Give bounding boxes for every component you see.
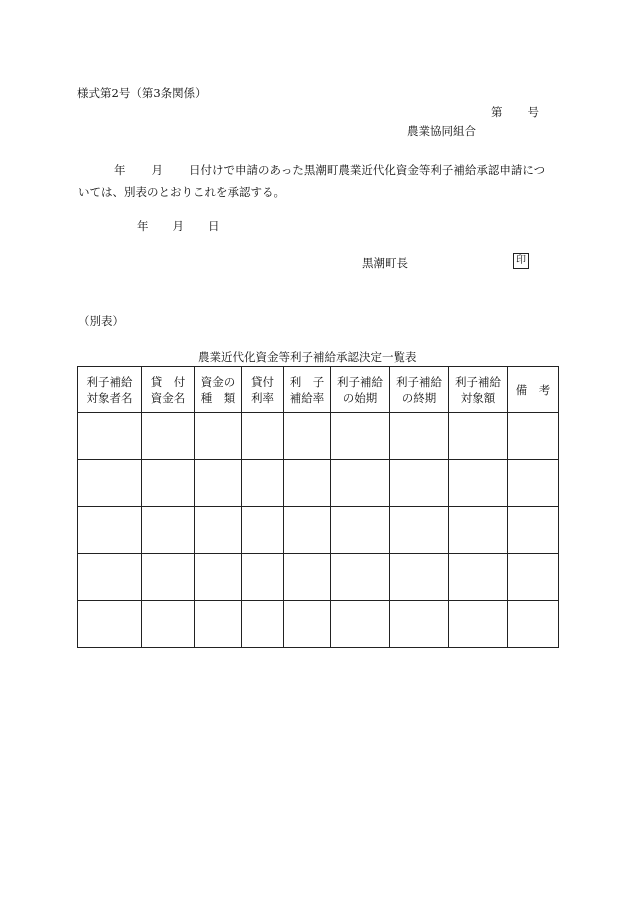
date-year-label: 年 bbox=[137, 219, 149, 233]
body-text-line-2: いては、別表のとおりこれを承認する。 bbox=[78, 185, 285, 199]
body-month-label: 月 bbox=[151, 163, 163, 177]
table-cell[interactable] bbox=[195, 601, 242, 648]
table-cell[interactable] bbox=[508, 507, 559, 554]
table-cell[interactable] bbox=[284, 554, 331, 601]
appendix-label: （別表） bbox=[78, 314, 124, 328]
body-text-line-1 bbox=[114, 163, 545, 177]
table-cell[interactable] bbox=[195, 554, 242, 601]
form-number: 様式第2号（第3条関係） bbox=[77, 86, 207, 100]
body-year-label: 年 bbox=[114, 163, 126, 177]
table-cell[interactable] bbox=[284, 413, 331, 460]
table-cell[interactable] bbox=[331, 413, 390, 460]
table-title: 農業近代化資金等利子補給承認決定一覧表 bbox=[198, 350, 417, 364]
approval-date-line bbox=[137, 219, 220, 233]
mayor-title: 黒潮町長 bbox=[362, 256, 408, 270]
date-day-label: 日 bbox=[208, 219, 220, 233]
body-text-1: 日付けで申請のあった黒潮町農業近代化資金等利子補給承認申請につ bbox=[189, 163, 546, 177]
table-cell[interactable] bbox=[142, 507, 195, 554]
table-cell[interactable] bbox=[390, 507, 449, 554]
seal-mark: 印 bbox=[513, 253, 529, 269]
col-end-period: 利子補給 の終期 bbox=[390, 367, 449, 413]
table-row bbox=[78, 413, 559, 460]
table-cell[interactable] bbox=[390, 554, 449, 601]
col-subsidy-rate: 利 子 補給率 bbox=[284, 367, 331, 413]
table-cell[interactable] bbox=[284, 507, 331, 554]
table-cell[interactable] bbox=[449, 507, 508, 554]
table-cell[interactable] bbox=[284, 601, 331, 648]
date-month-label: 月 bbox=[172, 219, 184, 233]
table-cell[interactable] bbox=[195, 507, 242, 554]
table-row bbox=[78, 601, 559, 648]
table-cell[interactable] bbox=[195, 413, 242, 460]
table-cell[interactable] bbox=[195, 460, 242, 507]
table-cell[interactable] bbox=[508, 460, 559, 507]
table-row bbox=[78, 554, 559, 601]
issuer-name: 農業協同組合 bbox=[407, 124, 476, 138]
col-start-period: 利子補給 の始期 bbox=[331, 367, 390, 413]
table-cell[interactable] bbox=[390, 413, 449, 460]
doc-number-prefix: 第 bbox=[491, 105, 503, 119]
table-cell[interactable] bbox=[78, 554, 142, 601]
table-cell[interactable] bbox=[331, 601, 390, 648]
table-cell[interactable] bbox=[242, 601, 284, 648]
col-loan-rate: 貸付 利率 bbox=[242, 367, 284, 413]
table-cell[interactable] bbox=[78, 601, 142, 648]
col-fund-type: 資金の 種 類 bbox=[195, 367, 242, 413]
table-cell[interactable] bbox=[284, 460, 331, 507]
table-cell[interactable] bbox=[331, 507, 390, 554]
col-recipient-name: 利子補給 対象者名 bbox=[78, 367, 142, 413]
table-cell[interactable] bbox=[142, 413, 195, 460]
table-cell[interactable] bbox=[242, 413, 284, 460]
table-cell[interactable] bbox=[390, 601, 449, 648]
table-cell[interactable] bbox=[242, 507, 284, 554]
table-cell[interactable] bbox=[78, 413, 142, 460]
table-row bbox=[78, 460, 559, 507]
table-cell[interactable] bbox=[508, 413, 559, 460]
table-cell[interactable] bbox=[390, 460, 449, 507]
table-cell[interactable] bbox=[142, 554, 195, 601]
col-loan-fund-name: 貸 付 資金名 bbox=[142, 367, 195, 413]
table-row bbox=[78, 507, 559, 554]
table-cell[interactable] bbox=[449, 554, 508, 601]
table-header-row bbox=[78, 367, 559, 413]
table-body bbox=[78, 413, 559, 648]
doc-number-suffix: 号 bbox=[527, 105, 539, 119]
table-cell[interactable] bbox=[508, 554, 559, 601]
table-cell[interactable] bbox=[78, 460, 142, 507]
table-cell[interactable] bbox=[331, 460, 390, 507]
table-cell[interactable] bbox=[449, 460, 508, 507]
table-cell[interactable] bbox=[449, 601, 508, 648]
table-cell[interactable] bbox=[242, 554, 284, 601]
table-cell[interactable] bbox=[142, 460, 195, 507]
table-cell[interactable] bbox=[78, 507, 142, 554]
col-remarks: 備 考 bbox=[508, 367, 559, 413]
table-cell[interactable] bbox=[508, 601, 559, 648]
table-cell[interactable] bbox=[331, 554, 390, 601]
table-cell[interactable] bbox=[449, 413, 508, 460]
document-number-line bbox=[491, 105, 539, 119]
table-cell[interactable] bbox=[142, 601, 195, 648]
table-cell[interactable] bbox=[242, 460, 284, 507]
col-subsidy-amount: 利子補給 対象額 bbox=[449, 367, 508, 413]
approval-table bbox=[77, 366, 559, 648]
